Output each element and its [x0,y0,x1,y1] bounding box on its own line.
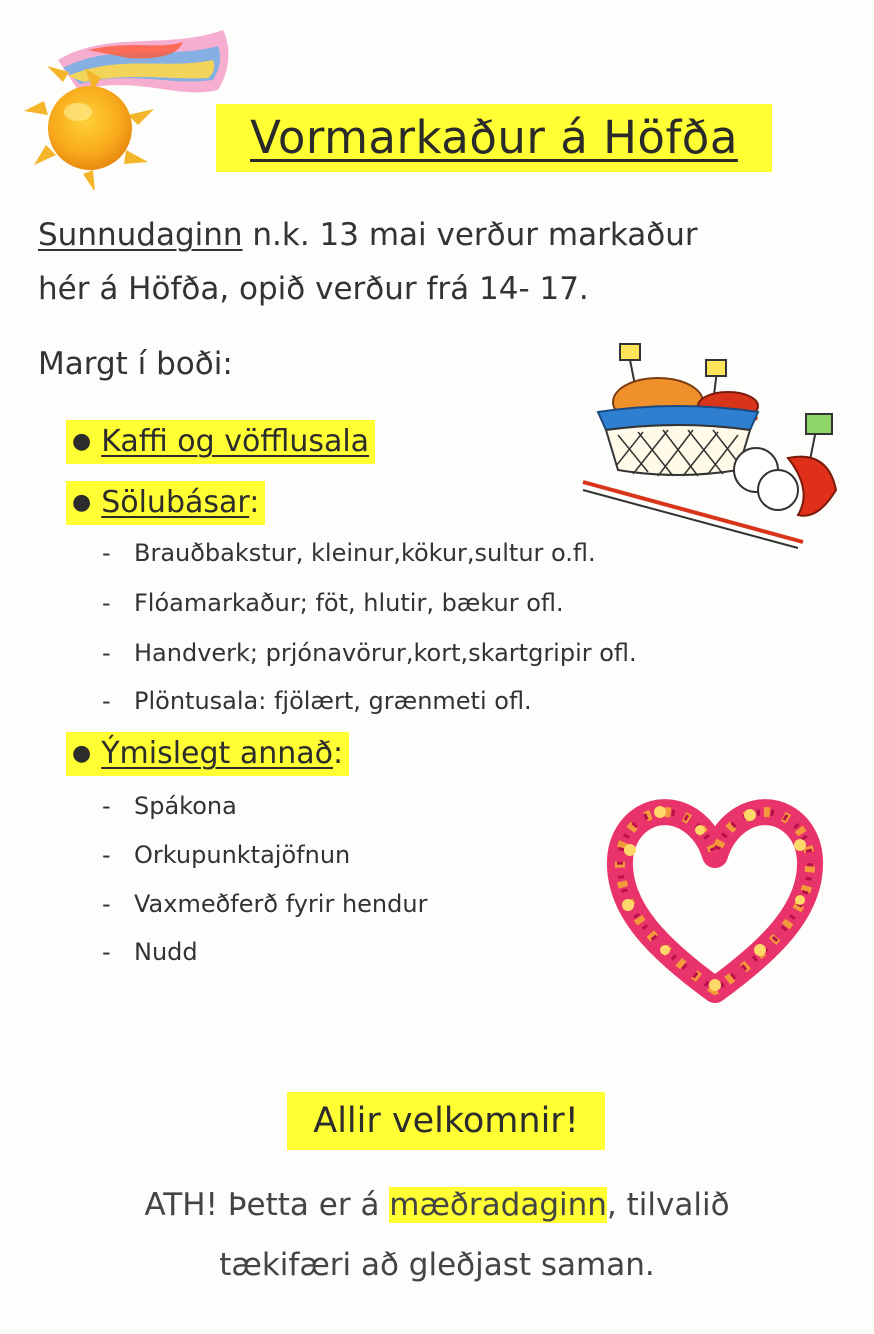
welcome-banner: Allir velkomnir! [287,1092,605,1150]
list-item: - Brauðbakstur, kleinur,kökur,sultur o.fl. [102,539,596,567]
sun-illustration [18,20,248,190]
section-label: Sölubásar [101,485,250,520]
section-suffix: : [333,736,344,771]
mothers-day-highlight: mæðradaginn [389,1187,607,1223]
subheading: Margt í boði: [38,346,233,382]
list-item: - Nudd [102,938,198,966]
ymislegt-list [102,791,427,967]
list-item: - Plöntusala: fjölært, grænmeti ofl. [102,687,532,715]
intro-line1: n.k. 13 mai verður markaður [242,217,698,253]
section-solubasar [66,481,265,525]
flower-heart-illustration [600,790,830,1020]
list-item: - Orkupunktajöfnun [102,841,351,869]
intro-day: Sunnudaginn [38,217,243,253]
section-label: Ýmislegt annað [101,736,333,771]
page-title: Vormarkaður á Höfða [216,104,772,172]
list-item: - Handverk; prjónavörur,kort,skartgripir ofl. [102,639,637,667]
bullet: ● [72,741,92,766]
section-ymislegt [66,732,349,776]
section-kaffi [66,420,375,464]
bullet: ● [72,429,92,454]
bullet: ● [72,490,92,515]
list-item: - Flóamarkaður; föt, hlutir, bækur ofl. [102,589,564,617]
note-line-2: tækifæri að gleðjast saman. [219,1247,655,1283]
section-suffix: : [249,485,260,520]
section-label: Kaffi og vöfflusala [101,424,370,459]
list-item: - Spákona [102,792,237,820]
intro-line2: hér á Höfða, opið verður frá 14- 17. [38,271,589,307]
list-item: - Vaxmeðferð fyrir hendur [102,890,428,918]
bread-basket-illustration [578,340,848,550]
note-line-1: ATH! Þetta er á mæðradaginn, tilvalið [144,1187,730,1223]
intro-text [38,208,838,316]
solubasar-list [102,538,637,716]
